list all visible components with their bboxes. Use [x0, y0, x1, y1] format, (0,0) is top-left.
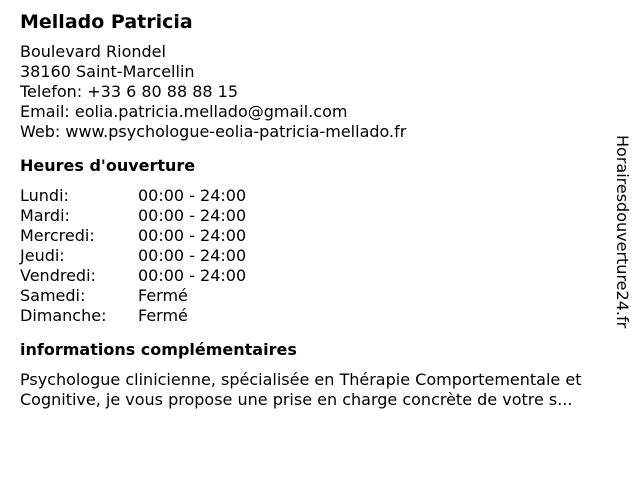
time-value: 00:00 - 24:00: [138, 246, 247, 265]
info-line-2: Cognitive, je vous propose une prise en charge concrète de votre s...: [20, 390, 573, 409]
address-street: Boulevard Riondel: [20, 42, 166, 61]
hours-row-wednesday: [20, 226, 625, 246]
time-value: 00:00 - 24:00: [138, 266, 247, 285]
info-line-1: Psychologue clinicienne, spécialisée en Thérapie Comportementale et: [20, 370, 582, 389]
time-value: 00:00 - 24:00: [138, 226, 247, 245]
day-label: Mardi:: [20, 206, 70, 225]
day-label: Vendredi:: [20, 266, 96, 285]
hours-row-monday: [20, 186, 625, 206]
time-value: Fermé: [138, 286, 188, 305]
hours-table: [20, 186, 625, 326]
hours-title: Heures d'ouverture: [20, 156, 196, 175]
address-city: 38160 Saint-Marcellin: [20, 62, 195, 81]
business-card: [20, 10, 625, 410]
business-name: Mellado Patricia: [20, 11, 193, 33]
info-description: [20, 370, 625, 410]
phone-line: Telefon: +33 6 80 88 88 15: [20, 82, 239, 101]
hours-row-friday: [20, 266, 625, 286]
day-label: Mercredi:: [20, 226, 95, 245]
time-value: Fermé: [138, 306, 188, 325]
time-value: 00:00 - 24:00: [138, 186, 247, 205]
site-watermark: Horairesdouverture24.fr: [613, 135, 632, 329]
time-value: 00:00 - 24:00: [138, 206, 247, 225]
day-label: Lundi:: [20, 186, 69, 205]
day-label: Jeudi:: [20, 246, 65, 265]
email-line: Email: eolia.patricia.mellado@gmail.com: [20, 102, 348, 121]
info-title: informations complémentaires: [20, 340, 297, 359]
day-label: Dimanche:: [20, 306, 107, 325]
hours-row-thursday: [20, 246, 625, 266]
hours-row-sunday: [20, 306, 625, 326]
day-label: Samedi:: [20, 286, 86, 305]
website-line: Web: www.psychologue-eolia-patricia-mellado.fr: [20, 122, 407, 141]
hours-row-tuesday: [20, 206, 625, 226]
hours-row-saturday: [20, 286, 625, 306]
